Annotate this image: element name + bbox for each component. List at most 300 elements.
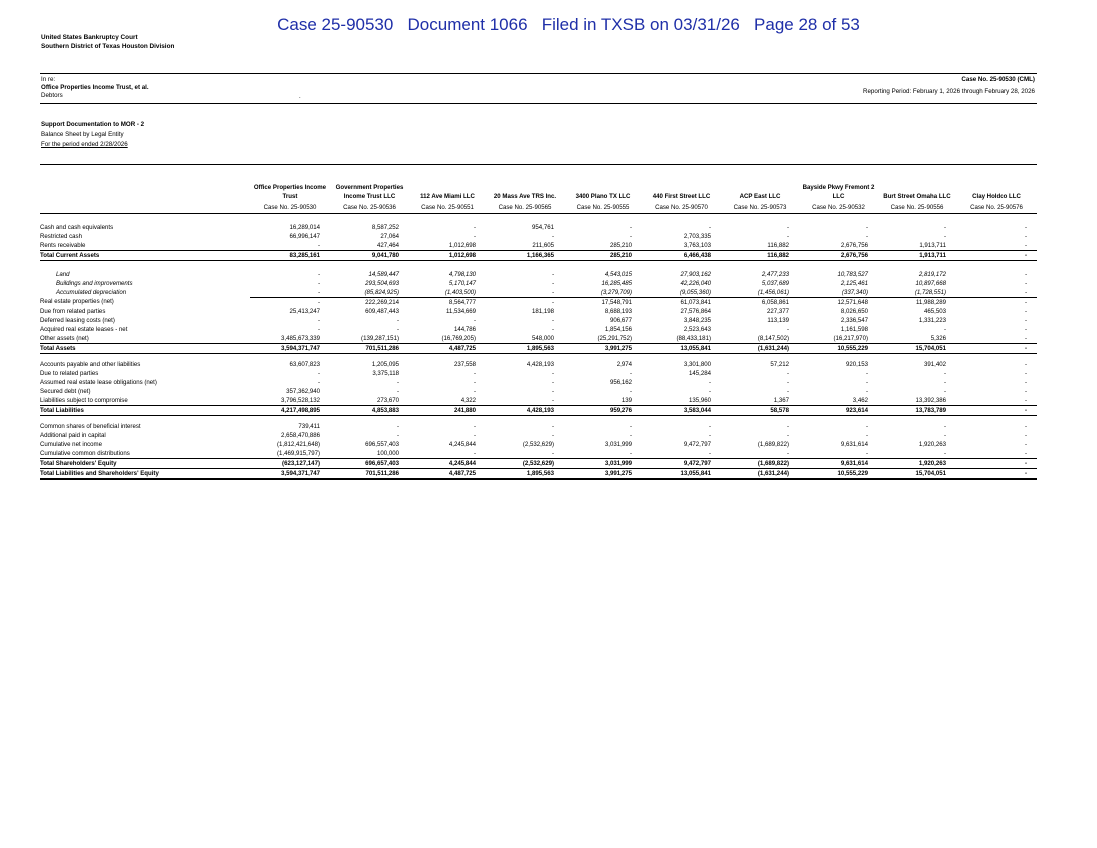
table-cell: 739,411	[298, 422, 320, 430]
row-label: Total Current Assets	[40, 251, 250, 261]
caption-dot: .	[299, 94, 301, 100]
column-header-case: Case No. 25-90555	[564, 203, 642, 214]
table-cell: -	[629, 431, 632, 439]
table-cell: 139	[621, 396, 632, 404]
table-cell: 1,920,263	[918, 440, 946, 448]
table-cell: 241,880	[409, 406, 486, 416]
table-cell: -	[956, 288, 1037, 298]
table-cell: 1,854,156	[604, 325, 632, 333]
row-label: Accounts payable and other liabilities	[40, 360, 141, 368]
column-header-entity: Office Properties Income Trust	[253, 184, 327, 200]
row-label: Cumulative net income	[40, 440, 102, 448]
table-cell: 16,285,485	[601, 279, 632, 287]
table-cell: -	[786, 431, 789, 439]
table-cell: -	[786, 378, 789, 386]
column-header-case: Case No. 25-90551	[409, 203, 486, 214]
table-cell: -	[1024, 422, 1027, 430]
table-cell: -	[551, 378, 554, 386]
table-cell: -	[1024, 325, 1027, 333]
table-cell: -	[551, 369, 554, 377]
table-cell: -	[865, 422, 868, 430]
table-cell: 13,392,386	[915, 396, 946, 404]
table-cell: 145,284	[688, 369, 711, 377]
row-label: Acquired real estate leases - net	[40, 325, 128, 333]
column-header-case: Case No. 25-90565	[486, 203, 564, 214]
table-cell: 1,331,223	[918, 316, 946, 324]
table-cell: -	[786, 387, 789, 395]
table-cell: -	[551, 325, 554, 333]
table-cell: -	[551, 316, 554, 324]
table-row	[40, 241, 1037, 251]
table-cell: 42,226,040	[680, 279, 711, 287]
table-cell: 285,210	[564, 251, 642, 261]
table-cell: -	[943, 449, 946, 457]
table-cell: -	[956, 406, 1037, 416]
table-cell: -	[1024, 334, 1027, 342]
table-cell: 701,511,286	[330, 469, 409, 480]
row-label: Deferred leasing costs (net)	[40, 316, 115, 324]
row-label: Accumulated depreciation	[56, 288, 127, 296]
table-cell: 959,276	[564, 406, 642, 416]
table-cell: -	[551, 232, 554, 240]
column-header-case: Case No. 25-90532	[799, 203, 878, 214]
table-cell: 100,000	[376, 449, 399, 457]
row-label: Real estate properties (net)	[40, 298, 114, 306]
table-cell: -	[1024, 378, 1027, 386]
table-cell: 4,245,844	[448, 440, 476, 448]
table-cell: (85,824,925)	[330, 288, 409, 298]
table-cell: 3,848,235	[683, 316, 711, 324]
table-cell: (1,812,421,648)	[276, 440, 320, 448]
table-cell: -	[865, 223, 868, 231]
row-label: Liabilities subject to compromise	[40, 396, 128, 404]
column-header-entity: Government Properties Income Trust LLC	[335, 184, 404, 200]
table-cell: (2,532,629)	[522, 440, 554, 448]
table-cell: 3,031,999	[604, 440, 632, 448]
table-cell: -	[786, 422, 789, 430]
table-cell: (1,728,551)	[878, 288, 956, 298]
table-cell: 954,761	[531, 223, 554, 231]
table-cell: -	[551, 422, 554, 430]
row-label: Rents receivable	[40, 241, 86, 249]
table-cell: 11,534,669	[445, 307, 476, 315]
table-cell: 58,578	[721, 406, 799, 416]
table-cell: 211,605	[532, 241, 554, 249]
table-cell: 9,631,614	[840, 440, 868, 448]
table-cell: 10,897,668	[915, 279, 946, 287]
table-cell: 222,269,214	[365, 298, 399, 306]
row-label: Restricted cash	[40, 232, 82, 240]
table-cell: -	[708, 387, 711, 395]
row-label: Assumed real estate lease obligations (net)	[40, 378, 157, 386]
table-cell: -	[551, 270, 554, 278]
table-cell: 4,245,844	[409, 459, 486, 469]
table-cell: 3,594,371,747	[250, 469, 330, 480]
table-cell: (1,456,061)	[721, 288, 799, 298]
column-header-case: Case No. 25-90556	[878, 203, 956, 214]
table-cell: (88,433,181)	[676, 334, 711, 342]
table-cell: -	[396, 387, 399, 395]
table-cell: -	[551, 387, 554, 395]
row-label: Additional paid in capital	[40, 431, 106, 439]
table-cell: 12,571,648	[837, 298, 868, 306]
table-cell: -	[551, 279, 554, 287]
table-cell: (1,689,822)	[721, 459, 799, 469]
table-cell: (25,291,752)	[597, 334, 632, 342]
table-cell: -	[396, 378, 399, 386]
table-cell: 4,217,498,895	[250, 406, 330, 416]
column-header-entity: Bayside Pkwy Fremont 2 LLC	[802, 184, 875, 200]
table-cell: 9,472,797	[683, 440, 711, 448]
court-division: Southern District of Texas Houston Division	[41, 43, 175, 50]
table-cell: -	[956, 459, 1037, 469]
table-cell: -	[629, 387, 632, 395]
table-cell: -	[473, 431, 476, 439]
column-header-case: Case No. 25-90530	[250, 203, 330, 214]
table-row	[40, 298, 1037, 308]
table-cell: 135,960	[688, 396, 711, 404]
table-cell: (8,147,502)	[757, 334, 789, 342]
table-cell: 116,882	[767, 241, 789, 249]
table-cell: 3,991,275	[564, 469, 642, 480]
table-cell: -	[1024, 431, 1027, 439]
table-cell: -	[1024, 440, 1027, 448]
table-cell: 3,991,275	[564, 344, 642, 354]
table-cell: 701,511,286	[330, 344, 409, 354]
row-label: Land	[56, 270, 70, 278]
case-blank	[40, 203, 250, 214]
table-cell: -	[865, 378, 868, 386]
table-cell: 5,326	[930, 334, 946, 342]
table-row	[40, 360, 1037, 369]
row-label: Due to related parties	[40, 369, 99, 377]
table-cell: 10,555,229	[799, 469, 878, 480]
row-label: Other assets (net)	[40, 334, 89, 342]
table-cell: 1,895,563	[486, 344, 564, 354]
table-cell: 3,796,528,132	[281, 396, 320, 404]
table-cell: 465,503	[923, 307, 946, 315]
table-cell: (9,055,360)	[642, 288, 721, 298]
table-cell: -	[1024, 316, 1027, 324]
table-cell: -	[1024, 360, 1027, 368]
table-cell: 9,472,797	[642, 459, 721, 469]
row-label: Secured debt (net)	[40, 387, 91, 395]
table-cell: 6,058,861	[761, 298, 789, 306]
table-cell: -	[629, 232, 632, 240]
table-cell: 5,037,689	[761, 279, 789, 287]
balance-sheet-table	[40, 164, 1037, 486]
table-row	[40, 406, 1037, 416]
table-cell: -	[317, 325, 320, 333]
table-cell: -	[473, 378, 476, 386]
table-cell: 923,614	[799, 406, 878, 416]
column-header-entity: Burt Street Omaha LLC	[883, 192, 951, 200]
table-cell: -	[551, 396, 554, 404]
row-label: Total Shareholders' Equity	[40, 459, 250, 469]
table-cell: 4,428,193	[486, 406, 564, 416]
column-header-entity: 20 Mass Ave TRS Inc.	[493, 192, 557, 200]
table-cell: -	[943, 378, 946, 386]
table-cell: 10,555,229	[799, 344, 878, 354]
table-cell: (337,340)	[799, 288, 878, 298]
table-cell: -	[943, 422, 946, 430]
table-cell: 2,125,461	[840, 279, 868, 287]
table-cell: -	[317, 241, 320, 249]
table-cell: (1,631,244)	[721, 469, 799, 480]
table-cell: -	[943, 325, 946, 333]
table-cell: 4,487,725	[409, 344, 486, 354]
table-cell: 2,658,470,886	[281, 431, 320, 439]
table-cell: -	[1024, 396, 1027, 404]
table-cell: 9,631,614	[799, 459, 878, 469]
table-cell: -	[317, 270, 320, 278]
court-header	[41, 33, 174, 51]
table-cell: 1,913,711	[919, 241, 946, 249]
table-row	[40, 387, 1037, 396]
table-cell: (16,217,970)	[833, 334, 868, 342]
table-row	[40, 422, 1037, 431]
table-cell: 273,670	[376, 396, 399, 404]
table-cell: 1,205,095	[371, 360, 399, 368]
table-cell: 4,428,193	[526, 360, 554, 368]
table-cell: -	[250, 288, 330, 298]
table-cell: -	[317, 298, 320, 306]
table-cell: 25,413,247	[289, 307, 320, 315]
table-cell: 8,026,650	[840, 307, 868, 315]
table-row	[40, 431, 1037, 440]
table-cell: 3,594,371,747	[250, 344, 330, 354]
table-row	[40, 440, 1037, 449]
table-cell: 5,170,147	[448, 279, 476, 287]
header-blank	[40, 165, 250, 203]
table-cell: 3,485,673,339	[281, 334, 320, 342]
table-cell: (2,532,629)	[486, 459, 564, 469]
column-header-entity: 440 First Street LLC	[652, 192, 711, 200]
table-cell: 3,763,103	[683, 241, 711, 249]
table-cell: -	[396, 422, 399, 430]
table-cell: 3,375,118	[372, 369, 399, 377]
table-cell: -	[629, 223, 632, 231]
table-cell: 61,073,841	[680, 298, 711, 306]
table-row	[40, 334, 1037, 344]
table-cell: -	[551, 449, 554, 457]
table-cell: 57,212	[770, 360, 789, 368]
column-header-case: Case No. 25-90570	[642, 203, 721, 214]
table-cell: -	[473, 369, 476, 377]
table-cell: 8,688,193	[604, 307, 632, 315]
table-cell: -	[1024, 232, 1027, 240]
table-cell: -	[396, 431, 399, 439]
table-cell: 1,012,698	[448, 241, 476, 249]
filing-banner: Case 25-90530 Document 1066 Filed in TXSB on 03/31/26 Page 28 of 53	[277, 15, 860, 34]
column-header-case: Case No. 25-90576	[956, 203, 1037, 214]
table-cell: -	[943, 223, 946, 231]
court-name: United States Bankruptcy Court	[41, 34, 138, 41]
row-label: Due from related parties	[40, 307, 106, 315]
table-cell: 227,377	[766, 307, 789, 315]
table-cell: 16,289,014	[289, 223, 320, 231]
table-cell: (1,689,822)	[757, 440, 789, 448]
column-header-case: Case No. 25-90536	[330, 203, 409, 214]
table-cell: -	[943, 369, 946, 377]
table-row	[40, 325, 1037, 334]
table-cell: 1,367	[773, 396, 789, 404]
section-subtitle: Balance Sheet by Legal Entity	[41, 131, 124, 138]
table-row	[40, 279, 1037, 288]
table-cell: -	[629, 369, 632, 377]
table-cell: 4,322	[460, 396, 476, 404]
table-cell: -	[1024, 387, 1027, 395]
debtors-label: Debtors	[41, 92, 63, 99]
table-cell: 427,464	[376, 241, 399, 249]
table-cell: 6,466,438	[642, 251, 721, 261]
table-cell: -	[629, 422, 632, 430]
table-cell: -	[865, 369, 868, 377]
table-cell: -	[1024, 369, 1027, 377]
table-cell: -	[786, 325, 789, 333]
table-cell: 10,783,527	[837, 270, 868, 278]
table-row	[40, 270, 1037, 279]
table-cell: 1,161,598	[840, 325, 868, 333]
table-cell: -	[786, 223, 789, 231]
table-cell: 548,000	[531, 334, 554, 342]
table-cell: -	[1024, 223, 1027, 231]
table-cell: 13,055,841	[642, 469, 721, 480]
table-cell: 4,487,725	[409, 469, 486, 480]
debtor-name: Office Properties Income Trust, et al.	[41, 84, 149, 91]
case-number: Case No. 25-90530 (CML)	[961, 76, 1035, 83]
table-cell: 2,477,233	[761, 270, 789, 278]
table-cell: 906,677	[609, 316, 632, 324]
table-cell: -	[708, 422, 711, 430]
column-header-entity: ACP East LLC	[739, 192, 781, 200]
row-label: Cash and cash equivalents	[40, 223, 114, 231]
table-cell: -	[473, 422, 476, 430]
table-row	[40, 459, 1037, 469]
table-cell: 357,362,940	[286, 387, 320, 395]
table-cell: 1,895,563	[486, 469, 564, 480]
row-label: Common shares of beneficial interest	[40, 422, 141, 430]
table-cell: -	[629, 449, 632, 457]
table-cell: 696,657,403	[330, 459, 409, 469]
table-cell: 2,523,643	[683, 325, 711, 333]
table-row	[40, 223, 1037, 232]
table-row	[40, 378, 1037, 387]
table-cell: -	[1024, 241, 1027, 249]
table-row	[40, 288, 1037, 298]
table-cell: -	[708, 223, 711, 231]
table-cell: -	[956, 344, 1037, 354]
table-cell: 4,543,015	[604, 270, 632, 278]
table-cell: -	[1024, 270, 1027, 278]
table-cell: 2,676,756	[840, 241, 868, 249]
table-cell: -	[317, 369, 320, 377]
table-cell: (16,769,205)	[441, 334, 476, 342]
table-cell: (1,631,244)	[721, 344, 799, 354]
table-cell: (1,403,500)	[409, 288, 486, 298]
table-cell: 1,920,263	[878, 459, 956, 469]
table-cell: 285,210	[609, 241, 632, 249]
table-cell: -	[943, 431, 946, 439]
table-cell: -	[473, 223, 476, 231]
table-cell: 13,783,789	[878, 406, 956, 416]
table-cell: 2,974	[616, 360, 632, 368]
table-cell: 696,557,403	[365, 440, 399, 448]
table-cell: 27,064	[380, 232, 399, 240]
table-cell: -	[473, 316, 476, 324]
table-cell: -	[708, 378, 711, 386]
table-cell: 4,798,130	[448, 270, 476, 278]
table-cell: 181,198	[531, 307, 554, 315]
row-label: Buildings and improvements	[56, 279, 133, 287]
table-cell: -	[865, 387, 868, 395]
table-cell: -	[708, 431, 711, 439]
table-cell: -	[1024, 279, 1027, 287]
table-cell: -	[551, 298, 554, 306]
table-cell: 2,703,335	[683, 232, 711, 240]
table-cell: (139,287,151)	[361, 334, 399, 342]
table-cell: -	[943, 387, 946, 395]
table-cell: -	[473, 449, 476, 457]
column-header-entity: 112 Ave Miami LLC	[420, 192, 475, 200]
table-cell: 8,587,252	[371, 223, 399, 231]
reporting-period: Reporting Period: February 1, 2026 through February 28, 2026	[863, 88, 1035, 95]
table-cell: 27,576,864	[680, 307, 711, 315]
table-cell: -	[956, 469, 1037, 480]
table-cell: -	[786, 232, 789, 240]
table-cell: 15,704,051	[878, 344, 956, 354]
table-row	[40, 344, 1037, 354]
table-cell: 83,285,161	[250, 251, 330, 261]
table-cell: -	[708, 449, 711, 457]
table-cell: 293,504,693	[365, 279, 399, 287]
table-cell: 609,487,443	[365, 307, 399, 315]
table-cell: 391,402	[923, 360, 946, 368]
table-cell: 11,988,289	[915, 298, 946, 306]
table-cell: 8,564,777	[448, 298, 476, 306]
section-period: For the period ended 2/28/2026	[41, 141, 128, 148]
table-cell: -	[486, 288, 564, 298]
table-cell: -	[317, 378, 320, 386]
table-cell: -	[865, 431, 868, 439]
table-cell: 3,301,800	[683, 360, 711, 368]
table-row	[40, 396, 1037, 406]
table-cell: 1,012,698	[409, 251, 486, 261]
table-cell: -	[473, 387, 476, 395]
table-cell: 2,336,547	[840, 316, 868, 324]
section-title: Support Documentation to MOR - 2	[41, 121, 145, 128]
table-cell: 113,139	[767, 316, 789, 324]
table-cell: (1,469,915,797)	[276, 449, 320, 457]
table-cell: 920,153	[845, 360, 868, 368]
table-cell: -	[1024, 298, 1027, 306]
row-label: Total Liabilities and Shareholders' Equity	[40, 469, 250, 480]
table-cell: (3,279,709)	[564, 288, 642, 298]
table-cell: 144,786	[453, 325, 476, 333]
table-cell: 9,041,780	[330, 251, 409, 261]
table-cell: 116,882	[721, 251, 799, 261]
table-cell: -	[1024, 307, 1027, 315]
table-cell: -	[396, 325, 399, 333]
table-cell: 3,462	[852, 396, 868, 404]
table-cell: 15,704,051	[878, 469, 956, 480]
table-cell: -	[865, 449, 868, 457]
table-cell: -	[1024, 449, 1027, 457]
table-cell: -	[956, 251, 1037, 261]
table-cell: 237,558	[453, 360, 476, 368]
table-cell: 1,913,711	[878, 251, 956, 261]
row-label: Total Assets	[40, 344, 250, 354]
